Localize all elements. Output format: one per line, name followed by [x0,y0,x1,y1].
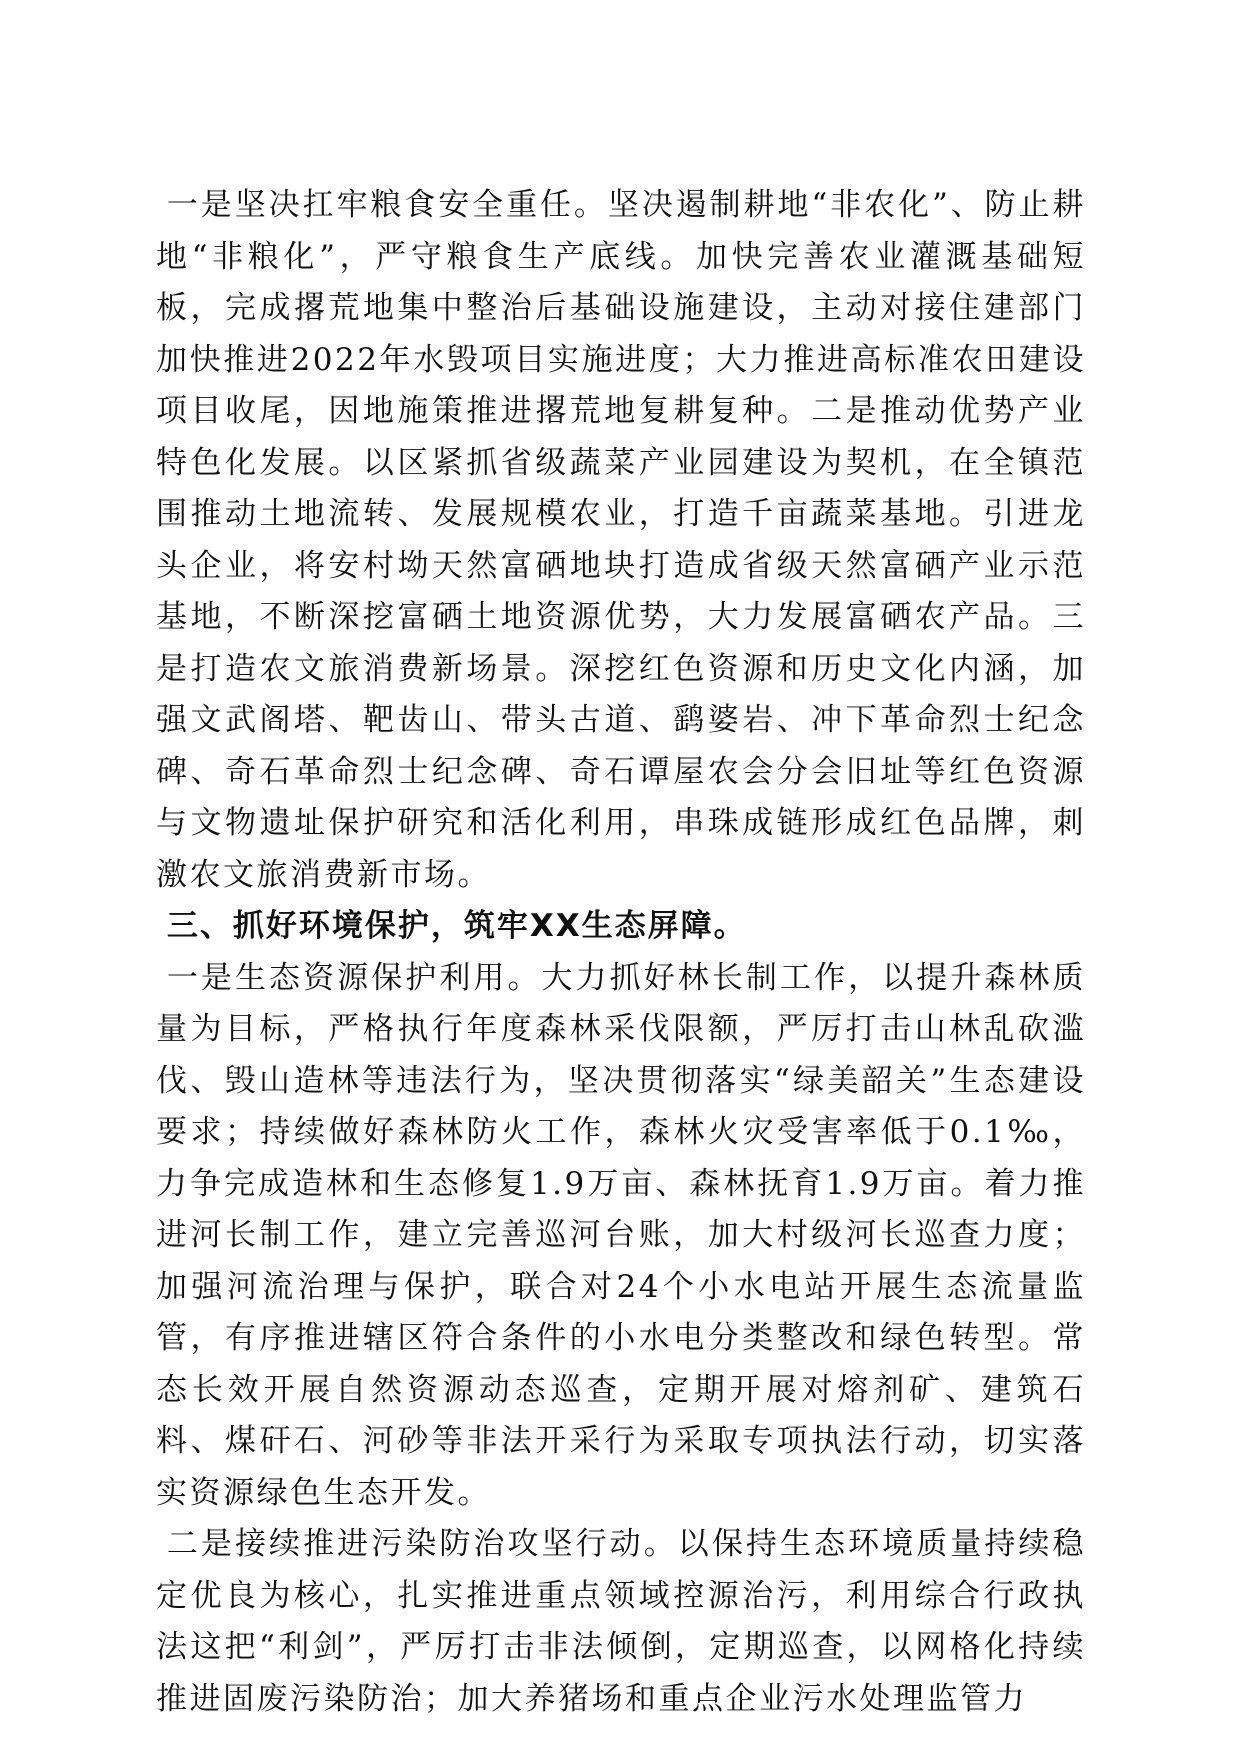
section-heading-environment: 三、抓好环境保护，筑牢XX生态屏障。 [166,908,747,944]
paragraph-pollution-control: 二是接续推进污染防治攻坚行动。以保持生态环境质量持续稳定优良为核心，扎实推进重点领域控源治污，利用综合行政执法这把“利剑”，严厉打击非法倾倒，定期巡查，以网格化持续推进固废污染防治；加大养猪场和重点企业污水处理监管力 [156,1526,1086,1717]
paragraph-food-security: 一是坚决扛牢粮食安全重任。坚决遏制耕地“非农化”、防止耕地“非粮化”，严守粮食生产底线。加快完善农业灌溉基础短板，完成撂荒地集中整治后基础设施建设，主动对接住建部门加快推进2022年水毁项目实施进度；大力推进高标准农田建设项目收尾，因地施策推进撂荒地复耕复种。二是推动优势产业特色化发展。以区紧抓省级蔬菜产业园建设为契机，在全镇范围推动土地流转、发展规模农业，打造千亩蔬菜基地。引进龙头企业，将安村坳天然富硒地块打造成省级天然富硒产业示范基地，不断深挖富硒土地资源优势，大力发展富硒农产品。三是打造农文旅消费新场景。深挖红色资源和历史文化内涵，加强文武阁塔、靶齿山、带头古道、鹞婆岩、冲下革命烈士纪念碑、奇石革命烈士纪念碑、奇石谭屋农会分会旧址等红色资源与文物遗址保护研究和活化利用，串珠成链形成红色品牌，刺激农文旅消费新市场。 [156,187,1086,893]
paragraph-ecological-resources: 一是生态资源保护利用。大力抓好林长制工作，以提升森林质量为目标，严格执行年度森林采伐限额，严厉打击山林乱砍滥伐、毁山造林等违法行为，坚决贯彻落实“绿美韶关”生态建设要求；持续做好森林防火工作，森林火灾受害率低于0.1‰，力争完成造林和生态修复1.9万亩、森林抚育1.9万亩。着力推进河长制工作，建立完善巡河台账，加大村级河长巡查力度；加强河流治理与保护，联合对24个小水电站开展生态流量监管，有序推进辖区符合条件的小水电分类整改和绿色转型。常态长效开展自然资源动态巡查，定期开展对熔剂矿、建筑石料、煤矸石、河砂等非法开采行为采取专项执法行动，切实落实资源绿色生态开发。 [156,959,1086,1511]
document-body [156,180,1086,1725]
